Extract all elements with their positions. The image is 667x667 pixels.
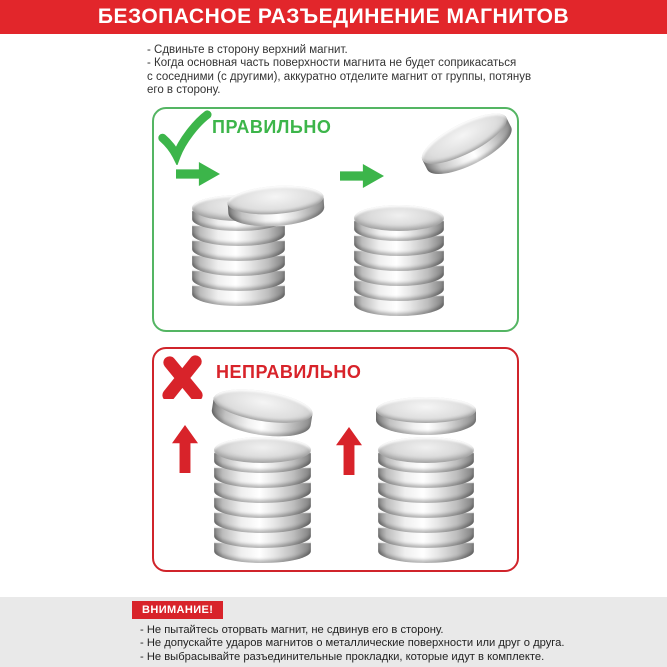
title-banner — [0, 0, 667, 34]
correct-section — [152, 107, 519, 332]
warning-badge: ВНИМАНИЕ! — [132, 601, 223, 619]
page-title: БЕЗОПАСНОЕ РАЗЪЕДИНЕНИЕ МАГНИТОВ — [97, 5, 570, 28]
magnet-stack — [214, 437, 311, 563]
warning-line: - Не допускайте ударов магнитов о металлические поверхности или друг о друга. — [140, 637, 565, 650]
intro-line: - Сдвиньте в сторону верхний магнит. — [147, 44, 348, 56]
magnet-stack — [354, 205, 444, 316]
magnet-top-face — [354, 205, 444, 231]
incorrect-section — [152, 347, 519, 572]
warning-line: - Не пытайтесь оторвать магнит, не сдвинув его в сторону. — [140, 624, 444, 636]
incorrect-label: НЕПРАВИЛЬНО — [216, 362, 362, 382]
separated-magnet — [416, 104, 519, 184]
warning-strip — [0, 597, 667, 667]
red-arrow-up-icon — [172, 425, 198, 473]
slid-top-magnet — [227, 183, 326, 230]
x-icon — [160, 353, 206, 399]
lifted-magnet — [376, 397, 476, 435]
intro-line: - Когда основная часть поверхности магнита не будет соприкасаться — [147, 57, 517, 70]
warning-line: - Не выбрасывайте разъединительные прокладки, которые идут в комплекте. — [140, 650, 545, 663]
magnet-face — [376, 397, 476, 423]
red-arrow-up-icon — [336, 427, 362, 475]
magnet-stack — [378, 437, 474, 563]
green-arrow-right-icon — [340, 163, 384, 189]
magnet-top-face — [378, 437, 474, 463]
correct-label: ПРАВИЛЬНО — [212, 117, 332, 137]
warning-text — [140, 624, 564, 664]
magnet-top-face — [214, 437, 311, 463]
pried-magnet — [209, 383, 315, 442]
checkmark-icon — [156, 109, 212, 165]
intro-line: с соседними (с другими), аккуратно отделите магнит от группы, потянув — [147, 70, 532, 83]
intro-text — [147, 44, 531, 98]
intro-line: его в сторону. — [147, 84, 221, 97]
